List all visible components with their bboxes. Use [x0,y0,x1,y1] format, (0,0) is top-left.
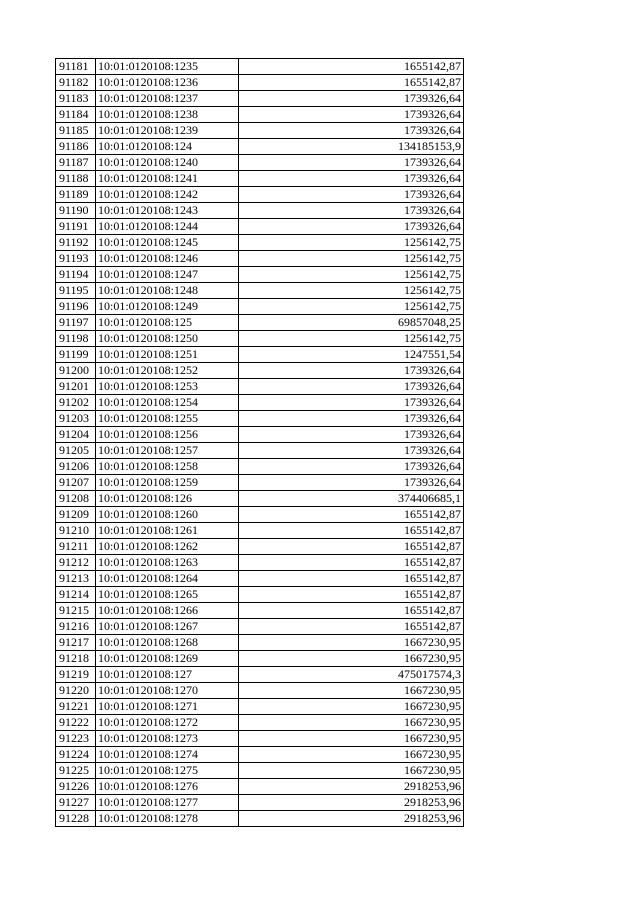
cadastral-number-cell: 10:01:0120108:1257 [96,443,239,459]
cadastral-number-cell: 10:01:0120108:1236 [96,75,239,91]
cadastral-number-cell: 10:01:0120108:1246 [96,251,239,267]
row-number-cell: 91188 [56,171,96,187]
table-row [56,91,464,107]
table-row [56,571,464,587]
value-cell: 475017574,3 [239,667,464,683]
table-row [56,235,464,251]
table-row [56,539,464,555]
table-row [56,747,464,763]
value-cell: 1739326,64 [239,91,464,107]
value-cell: 1739326,64 [239,219,464,235]
row-number-cell: 91204 [56,427,96,443]
value-cell: 1739326,64 [239,171,464,187]
cadastral-number-cell: 10:01:0120108:1241 [96,171,239,187]
cadastral-number-cell: 10:01:0120108:1254 [96,395,239,411]
cadastral-number-cell: 10:01:0120108:1272 [96,715,239,731]
row-number-cell: 91198 [56,331,96,347]
table-row [56,731,464,747]
row-number-cell: 91201 [56,379,96,395]
value-cell: 2918253,96 [239,779,464,795]
value-cell: 1739326,64 [239,411,464,427]
value-cell: 1655142,87 [239,539,464,555]
table-row [56,395,464,411]
table-row [56,427,464,443]
row-number-cell: 91189 [56,187,96,203]
row-number-cell: 91193 [56,251,96,267]
value-cell: 1739326,64 [239,475,464,491]
value-cell: 1739326,64 [239,107,464,123]
row-number-cell: 91213 [56,571,96,587]
table-row [56,651,464,667]
cadastral-number-cell: 10:01:0120108:1276 [96,779,239,795]
cadastral-number-cell: 10:01:0120108:1238 [96,107,239,123]
cadastral-number-cell: 10:01:0120108:1252 [96,363,239,379]
row-number-cell: 91226 [56,779,96,795]
table-row [56,795,464,811]
value-cell: 1667230,95 [239,635,464,651]
row-number-cell: 91210 [56,523,96,539]
row-number-cell: 91220 [56,683,96,699]
table-row [56,411,464,427]
value-cell: 1739326,64 [239,379,464,395]
value-cell: 1667230,95 [239,747,464,763]
value-cell: 1247551,54 [239,347,464,363]
cadastral-number-cell: 10:01:0120108:1262 [96,539,239,555]
value-cell: 1739326,64 [239,187,464,203]
cadastral-number-cell: 10:01:0120108:1240 [96,155,239,171]
table-row [56,139,464,155]
table-row [56,715,464,731]
cadastral-number-cell: 10:01:0120108:1255 [96,411,239,427]
row-number-cell: 91221 [56,699,96,715]
value-cell: 2918253,96 [239,811,464,827]
cadastral-number-cell: 10:01:0120108:1244 [96,219,239,235]
cadastral-number-cell: 10:01:0120108:1271 [96,699,239,715]
cadastral-number-cell: 10:01:0120108:1269 [96,651,239,667]
value-cell: 1739326,64 [239,443,464,459]
value-cell: 69857048,25 [239,315,464,331]
value-cell: 1667230,95 [239,699,464,715]
value-cell: 1655142,87 [239,603,464,619]
row-number-cell: 91228 [56,811,96,827]
table-row [56,219,464,235]
table-row [56,331,464,347]
cadastral-number-cell: 10:01:0120108:1278 [96,811,239,827]
row-number-cell: 91191 [56,219,96,235]
table-row [56,299,464,315]
row-number-cell: 91186 [56,139,96,155]
row-number-cell: 91195 [56,283,96,299]
table-row [56,59,464,75]
value-cell: 2918253,96 [239,795,464,811]
table-row [56,635,464,651]
row-number-cell: 91208 [56,491,96,507]
table-row [56,347,464,363]
cadastral-number-cell: 10:01:0120108:1273 [96,731,239,747]
value-cell: 1655142,87 [239,507,464,523]
row-number-cell: 91197 [56,315,96,331]
row-number-cell: 91218 [56,651,96,667]
row-number-cell: 91223 [56,731,96,747]
cadastral-number-cell: 10:01:0120108:1247 [96,267,239,283]
value-cell: 1256142,75 [239,235,464,251]
cadastral-number-cell: 10:01:0120108:1268 [96,635,239,651]
table-body [56,59,464,827]
cadastral-number-cell: 10:01:0120108:1266 [96,603,239,619]
value-cell: 1655142,87 [239,523,464,539]
table-row [56,187,464,203]
cadastral-number-cell: 10:01:0120108:124 [96,139,239,155]
table-row [56,779,464,795]
row-number-cell: 91219 [56,667,96,683]
cadastral-number-cell: 10:01:0120108:1263 [96,555,239,571]
data-table [55,58,464,827]
table-row [56,123,464,139]
cadastral-number-cell: 10:01:0120108:127 [96,667,239,683]
table-row [56,475,464,491]
cadastral-number-cell: 10:01:0120108:125 [96,315,239,331]
row-number-cell: 91224 [56,747,96,763]
row-number-cell: 91199 [56,347,96,363]
cadastral-number-cell: 10:01:0120108:1242 [96,187,239,203]
row-number-cell: 91215 [56,603,96,619]
row-number-cell: 91190 [56,203,96,219]
table-row [56,587,464,603]
row-number-cell: 91207 [56,475,96,491]
value-cell: 1655142,87 [239,571,464,587]
cadastral-number-cell: 10:01:0120108:1249 [96,299,239,315]
table-row [56,763,464,779]
cadastral-number-cell: 10:01:0120108:1237 [96,91,239,107]
value-cell: 1667230,95 [239,731,464,747]
cadastral-number-cell: 10:01:0120108:1243 [96,203,239,219]
table-row [56,459,464,475]
cadastral-number-cell: 10:01:0120108:1275 [96,763,239,779]
table-row [56,507,464,523]
table-row [56,251,464,267]
cadastral-number-cell: 10:01:0120108:1258 [96,459,239,475]
cadastral-number-cell: 10:01:0120108:1265 [96,587,239,603]
row-number-cell: 91184 [56,107,96,123]
value-cell: 1256142,75 [239,331,464,347]
value-cell: 1739326,64 [239,459,464,475]
table-row [56,683,464,699]
table-row [56,619,464,635]
cadastral-number-cell: 10:01:0120108:1250 [96,331,239,347]
table-row [56,171,464,187]
value-cell: 1739326,64 [239,155,464,171]
table-row [56,491,464,507]
value-cell: 374406685,1 [239,491,464,507]
row-number-cell: 91216 [56,619,96,635]
value-cell: 1739326,64 [239,395,464,411]
table-row [56,155,464,171]
cadastral-number-cell: 10:01:0120108:1261 [96,523,239,539]
value-cell: 1667230,95 [239,683,464,699]
cadastral-number-cell: 10:01:0120108:1251 [96,347,239,363]
table-row [56,523,464,539]
row-number-cell: 91200 [56,363,96,379]
row-number-cell: 91227 [56,795,96,811]
value-cell: 1256142,75 [239,251,464,267]
table-row [56,443,464,459]
row-number-cell: 91214 [56,587,96,603]
row-number-cell: 91202 [56,395,96,411]
row-number-cell: 91205 [56,443,96,459]
table-row [56,283,464,299]
row-number-cell: 91192 [56,235,96,251]
cadastral-number-cell: 10:01:0120108:1260 [96,507,239,523]
table-row [56,315,464,331]
value-cell: 1655142,87 [239,587,464,603]
row-number-cell: 91203 [56,411,96,427]
cadastral-number-cell: 10:01:0120108:1274 [96,747,239,763]
value-cell: 1739326,64 [239,427,464,443]
table-row [56,811,464,827]
table-row [56,203,464,219]
cadastral-number-cell: 10:01:0120108:1235 [96,59,239,75]
row-number-cell: 91206 [56,459,96,475]
cadastral-number-cell: 10:01:0120108:126 [96,491,239,507]
row-number-cell: 91217 [56,635,96,651]
cadastral-number-cell: 10:01:0120108:1267 [96,619,239,635]
row-number-cell: 91209 [56,507,96,523]
table-row [56,603,464,619]
row-number-cell: 91182 [56,75,96,91]
cadastral-number-cell: 10:01:0120108:1277 [96,795,239,811]
cadastral-number-cell: 10:01:0120108:1270 [96,683,239,699]
table-row [56,699,464,715]
table-row [56,267,464,283]
table-row [56,667,464,683]
row-number-cell: 91187 [56,155,96,171]
value-cell: 1655142,87 [239,555,464,571]
value-cell: 1667230,95 [239,763,464,779]
cadastral-number-cell: 10:01:0120108:1253 [96,379,239,395]
cadastral-number-cell: 10:01:0120108:1245 [96,235,239,251]
value-cell: 1655142,87 [239,619,464,635]
value-cell: 1667230,95 [239,715,464,731]
table-row [56,555,464,571]
row-number-cell: 91185 [56,123,96,139]
cadastral-number-cell: 10:01:0120108:1239 [96,123,239,139]
row-number-cell: 91194 [56,267,96,283]
value-cell: 1739326,64 [239,203,464,219]
cadastral-number-cell: 10:01:0120108:1259 [96,475,239,491]
cadastral-number-cell: 10:01:0120108:1264 [96,571,239,587]
value-cell: 1256142,75 [239,267,464,283]
value-cell: 1655142,87 [239,75,464,91]
row-number-cell: 91212 [56,555,96,571]
value-cell: 1256142,75 [239,299,464,315]
value-cell: 1739326,64 [239,363,464,379]
row-number-cell: 91196 [56,299,96,315]
value-cell: 1667230,95 [239,651,464,667]
value-cell: 1655142,87 [239,59,464,75]
table-row [56,379,464,395]
value-cell: 134185153,9 [239,139,464,155]
cadastral-number-cell: 10:01:0120108:1248 [96,283,239,299]
table-row [56,363,464,379]
table-row [56,75,464,91]
cadastral-number-cell: 10:01:0120108:1256 [96,427,239,443]
value-cell: 1256142,75 [239,283,464,299]
row-number-cell: 91225 [56,763,96,779]
row-number-cell: 91222 [56,715,96,731]
row-number-cell: 91211 [56,539,96,555]
value-cell: 1739326,64 [239,123,464,139]
table-row [56,107,464,123]
row-number-cell: 91181 [56,59,96,75]
row-number-cell: 91183 [56,91,96,107]
